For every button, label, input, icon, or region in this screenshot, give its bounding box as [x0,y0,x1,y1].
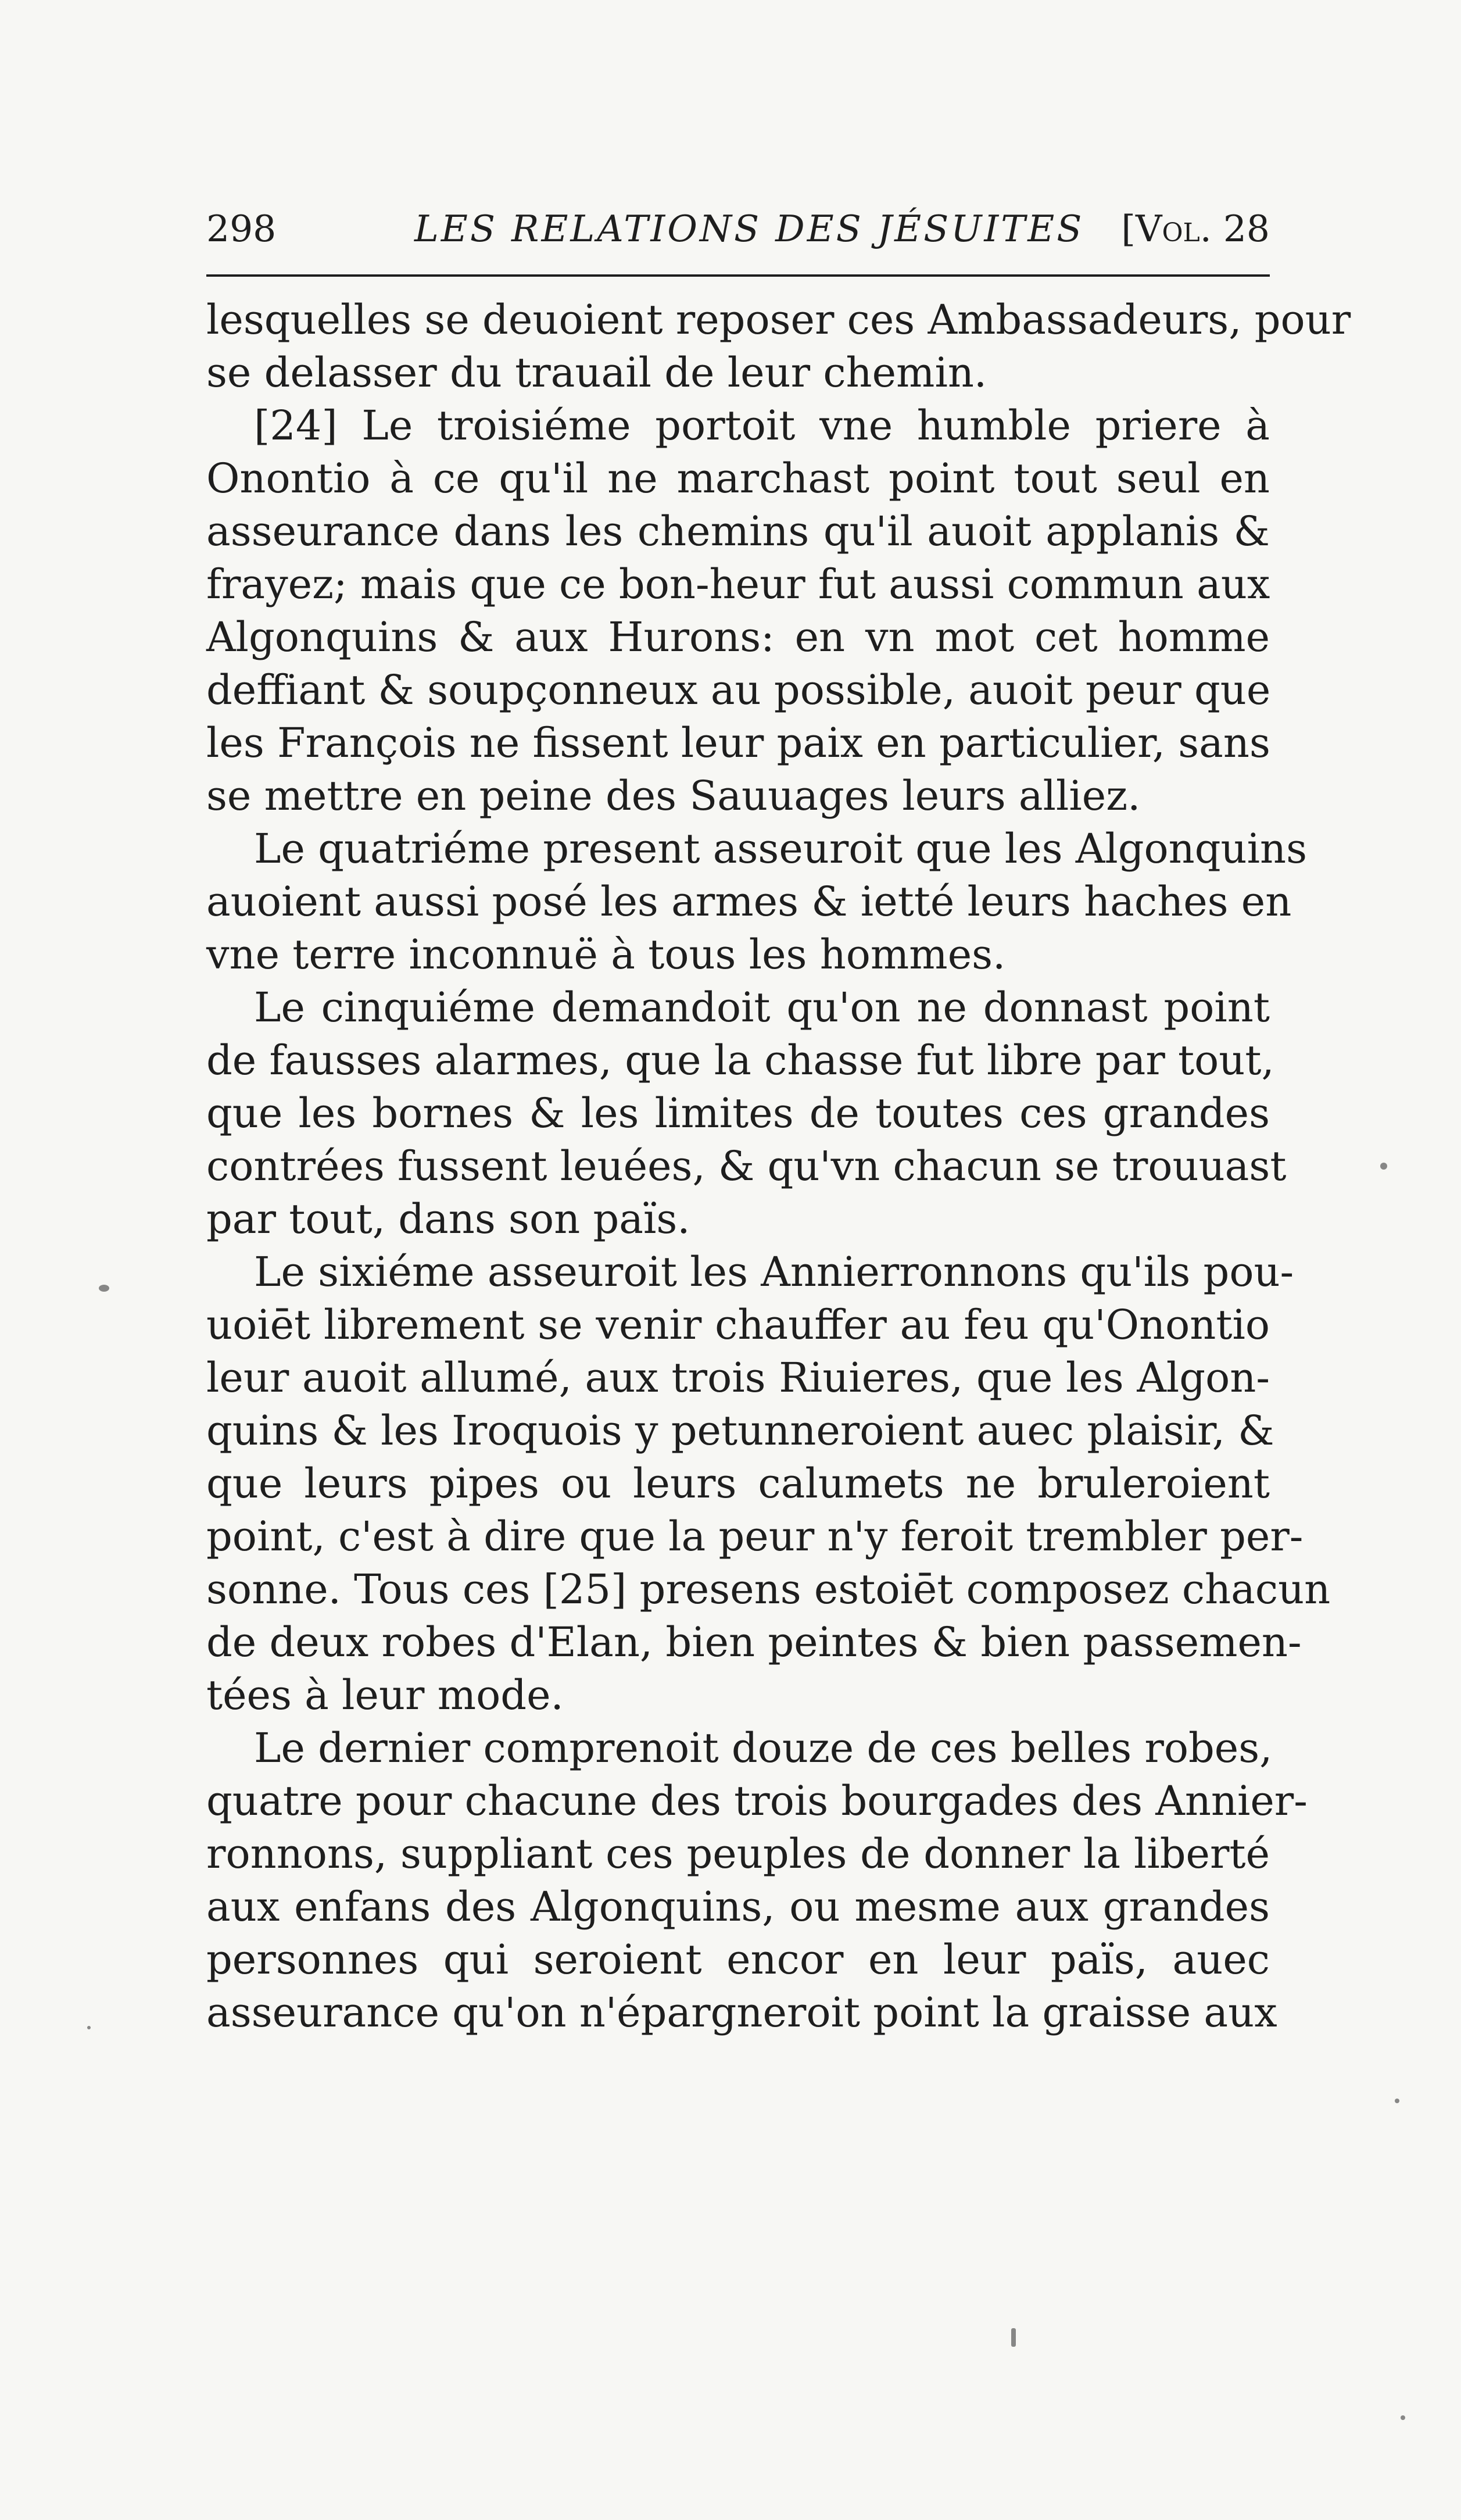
text-line: Le sixiéme asseuroit les Annierronnons qu'ils pou- [254,1248,1294,1296]
text-line: deffiant & soupçonneux au possible, auoit peur que [206,666,1271,714]
text-line: aux enfans des Algonquins, ou mesme aux grandes [206,1883,1270,1931]
text-line: les François ne fissent leur paix en particulier, sans [206,719,1270,767]
text-line: que les bornes & les limites de toutes ces grandes [206,1089,1270,1137]
text-line: tées à leur mode. [206,1671,564,1719]
text-line: auoient aussi posé les armes & ietté leurs haches en [206,878,1292,925]
text-line: [24] Le troisiéme portoit vne humble priere à [254,402,1270,449]
scan-speck [1395,2099,1399,2103]
text-line: de deux robes d'Elan, bien peintes & bien passemen- [206,1618,1302,1666]
text-line: lesquelles se deuoient reposer ces Ambassadeurs, pour [206,296,1351,344]
text-line: par tout, dans son païs. [206,1195,690,1243]
text-line: quins & les Iroquois y petunneroient auec plaisir, & [206,1407,1274,1454]
text-line: vne terre inconnuë à tous les hommes. [206,931,1006,978]
text-line: personnes qui seroient encor en leur païs, auec [206,1936,1270,1983]
text-line: se delasser du trauail de leur chemin. [206,349,987,396]
text-line: leur auoit allumé, aux trois Riuieres, que les Algon- [206,1354,1270,1402]
scan-speck [99,1285,109,1292]
text-line: Le cinquiéme demandoit qu'on ne donnast point [254,984,1270,1031]
running-title: LES RELATIONS DES JÉSUITES [414,208,1084,250]
running-header [206,206,1270,252]
text-line: Onontio à ce qu'il ne marchast point tout seul en [206,455,1270,502]
page-number: 298 [206,208,277,250]
text-line: que leurs pipes ou leurs calumets ne bruleroient [206,1460,1270,1507]
scan-speck [87,2026,91,2029]
header-rule [206,274,1270,277]
text-line: Le quatriéme present asseuroit que les Algonquins [254,825,1308,873]
text-line: quatre pour chacune des trois bourgades des Annier- [206,1777,1308,1825]
text-line: de fausses alarmes, que la chasse fut libre par tout, [206,1036,1274,1084]
text-line: point, c'est à dire que la peur n'y feroit trembler per- [206,1513,1304,1560]
text-line: ronnons, suppliant ces peuples de donner la liberté [206,1830,1270,1878]
text-line: frayez; mais que ce bon-heur fut aussi commun aux [206,560,1270,608]
body-text [206,294,1351,2039]
text-line: se mettre en peine des Sauuages leurs alliez. [206,772,1141,820]
scan-speck [1380,1163,1387,1170]
scan-speck [1011,2328,1016,2347]
text-line: asseurance dans les chemins qu'il auoit applanis & [206,507,1270,555]
volume-label: [Vol. 28 [1121,208,1270,250]
text-line: Le dernier comprenoit douze de ces belles robes, [254,1724,1273,1772]
text-line: asseurance qu'on n'épargneroit point la graisse aux [206,1989,1277,2036]
text-line: Algonquins & aux Hurons: en vn mot cet homme [206,613,1270,661]
text-line: contrées fussent leuées, & qu'vn chacun se trouuast [206,1142,1287,1190]
text-line: sonne. Tous ces [25] presens estoiēt composez chacun [206,1565,1331,1613]
text-line: uoiēt librement se venir chauffer au feu qu'Onontio [206,1301,1270,1349]
scan-speck [1401,2415,1405,2420]
